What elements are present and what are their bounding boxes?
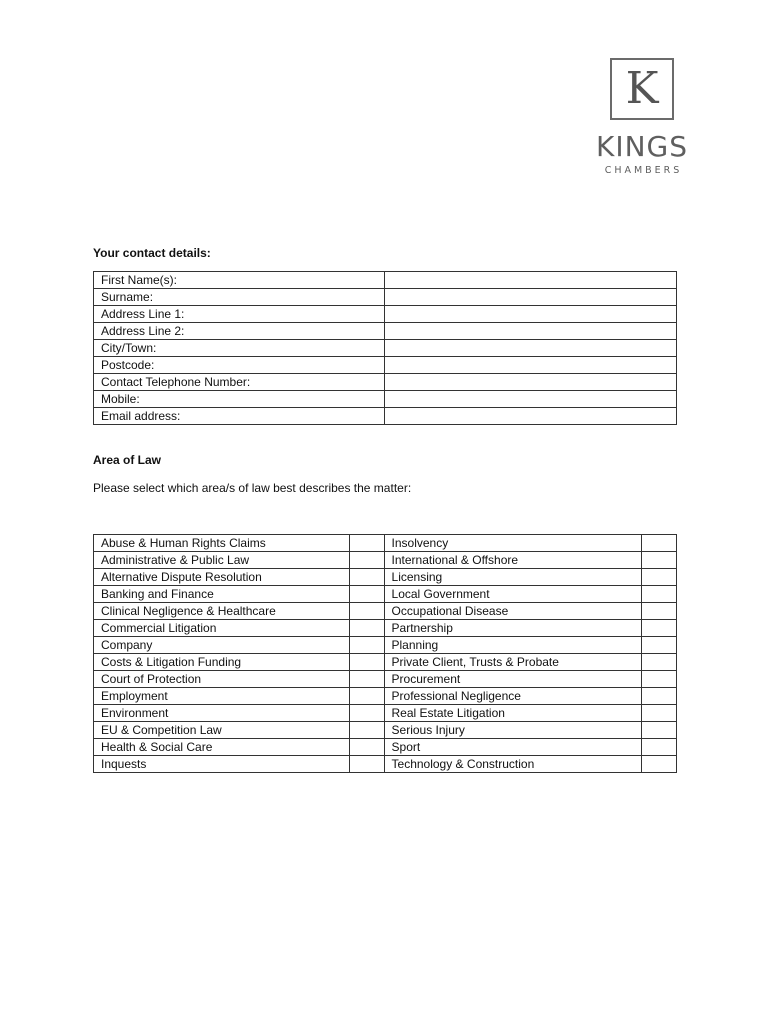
area-instruction: Please select which area/s of law best describes the matter:: [93, 481, 412, 495]
area-row: [94, 620, 677, 637]
area-label-right: Partnership: [384, 620, 642, 637]
contact-heading: Your contact details:: [93, 246, 211, 260]
contact-row: [94, 289, 677, 306]
area-label-right: Real Estate Litigation: [384, 705, 642, 722]
area-row: [94, 535, 677, 552]
area-label-right: Procurement: [384, 671, 642, 688]
area-label-right: Professional Negligence: [384, 688, 642, 705]
area-checkbox-right[interactable]: [642, 722, 677, 739]
area-label-right: Serious Injury: [384, 722, 642, 739]
area-row: [94, 569, 677, 586]
area-label-right: Technology & Construction: [384, 756, 642, 773]
area-checkbox-left[interactable]: [349, 552, 384, 569]
area-checkbox-left[interactable]: [349, 739, 384, 756]
contact-row: [94, 340, 677, 357]
contact-field-input[interactable]: [384, 374, 676, 391]
area-checkbox-right[interactable]: [642, 552, 677, 569]
area-label-left: Banking and Finance: [94, 586, 350, 603]
area-label-left: Costs & Litigation Funding: [94, 654, 350, 671]
area-row: [94, 739, 677, 756]
area-label-left: Alternative Dispute Resolution: [94, 569, 350, 586]
contact-row: [94, 272, 677, 289]
area-checkbox-left[interactable]: [349, 586, 384, 603]
area-label-right: Licensing: [384, 569, 642, 586]
contact-field-input[interactable]: [384, 289, 676, 306]
contact-field-input[interactable]: [384, 306, 676, 323]
area-row: [94, 671, 677, 688]
area-checkbox-left[interactable]: [349, 637, 384, 654]
area-label-left: Commercial Litigation: [94, 620, 350, 637]
area-label-left: Environment: [94, 705, 350, 722]
contact-field-label: First Name(s):: [94, 272, 385, 289]
area-checkbox-left[interactable]: [349, 671, 384, 688]
area-row: [94, 756, 677, 773]
area-checkbox-right[interactable]: [642, 620, 677, 637]
contact-field-input[interactable]: [384, 340, 676, 357]
contact-details-table: [93, 271, 677, 425]
area-checkbox-left[interactable]: [349, 535, 384, 552]
contact-field-input[interactable]: [384, 272, 676, 289]
area-checkbox-right[interactable]: [642, 756, 677, 773]
area-checkbox-right[interactable]: [642, 739, 677, 756]
area-checkbox-left[interactable]: [349, 705, 384, 722]
area-label-left: Health & Social Care: [94, 739, 350, 756]
area-checkbox-left[interactable]: [349, 569, 384, 586]
contact-row: [94, 374, 677, 391]
contact-field-label: Email address:: [94, 408, 385, 425]
area-row: [94, 552, 677, 569]
area-checkbox-left[interactable]: [349, 603, 384, 620]
area-label-left: Abuse & Human Rights Claims: [94, 535, 350, 552]
contact-row: [94, 391, 677, 408]
area-label-right: Occupational Disease: [384, 603, 642, 620]
area-label-left: Clinical Negligence & Healthcare: [94, 603, 350, 620]
area-checkbox-right[interactable]: [642, 671, 677, 688]
contact-field-label: Postcode:: [94, 357, 385, 374]
area-label-left: EU & Competition Law: [94, 722, 350, 739]
area-label-right: Local Government: [384, 586, 642, 603]
area-checkbox-right[interactable]: [642, 654, 677, 671]
contact-field-input[interactable]: [384, 408, 676, 425]
area-checkbox-left[interactable]: [349, 688, 384, 705]
area-label-right: Private Client, Trusts & Probate: [384, 654, 642, 671]
area-checkbox-left[interactable]: [349, 756, 384, 773]
contact-row: [94, 306, 677, 323]
area-checkbox-right[interactable]: [642, 535, 677, 552]
area-checkbox-left[interactable]: [349, 654, 384, 671]
logo-letter: K: [625, 63, 659, 114]
area-label-left: Employment: [94, 688, 350, 705]
area-checkbox-left[interactable]: [349, 722, 384, 739]
area-of-law-table: [93, 534, 677, 773]
area-checkbox-right[interactable]: [642, 586, 677, 603]
area-label-left: Inquests: [94, 756, 350, 773]
area-row: [94, 603, 677, 620]
logo-box: [610, 58, 674, 120]
area-checkbox-right[interactable]: [642, 705, 677, 722]
logo-name: KINGS: [595, 130, 689, 163]
area-row: [94, 637, 677, 654]
area-label-right: Sport: [384, 739, 642, 756]
contact-row: [94, 357, 677, 374]
contact-field-label: Contact Telephone Number:: [94, 374, 385, 391]
area-checkbox-right[interactable]: [642, 603, 677, 620]
contact-field-input[interactable]: [384, 323, 676, 340]
area-label-right: International & Offshore: [384, 552, 642, 569]
contact-field-label: Address Line 2:: [94, 323, 385, 340]
area-label-left: Company: [94, 637, 350, 654]
contact-field-input[interactable]: [384, 391, 676, 408]
area-checkbox-left[interactable]: [349, 620, 384, 637]
area-row: [94, 705, 677, 722]
area-row: [94, 688, 677, 705]
area-label-right: Planning: [384, 637, 642, 654]
contact-field-label: Address Line 1:: [94, 306, 385, 323]
contact-row: [94, 323, 677, 340]
area-row: [94, 722, 677, 739]
area-row: [94, 586, 677, 603]
contact-field-label: City/Town:: [94, 340, 385, 357]
contact-field-input[interactable]: [384, 357, 676, 374]
contact-row: [94, 408, 677, 425]
area-checkbox-right[interactable]: [642, 688, 677, 705]
area-label-left: Court of Protection: [94, 671, 350, 688]
area-checkbox-right[interactable]: [642, 637, 677, 654]
contact-field-label: Surname:: [94, 289, 385, 306]
area-label-right: Insolvency: [384, 535, 642, 552]
area-row: [94, 654, 677, 671]
logo-subtitle: CHAMBERS: [604, 165, 683, 176]
area-checkbox-right[interactable]: [642, 569, 677, 586]
contact-field-label: Mobile:: [94, 391, 385, 408]
area-of-law-heading: Area of Law: [93, 453, 162, 467]
area-label-left: Administrative & Public Law: [94, 552, 350, 569]
kings-chambers-logo: [586, 58, 698, 176]
